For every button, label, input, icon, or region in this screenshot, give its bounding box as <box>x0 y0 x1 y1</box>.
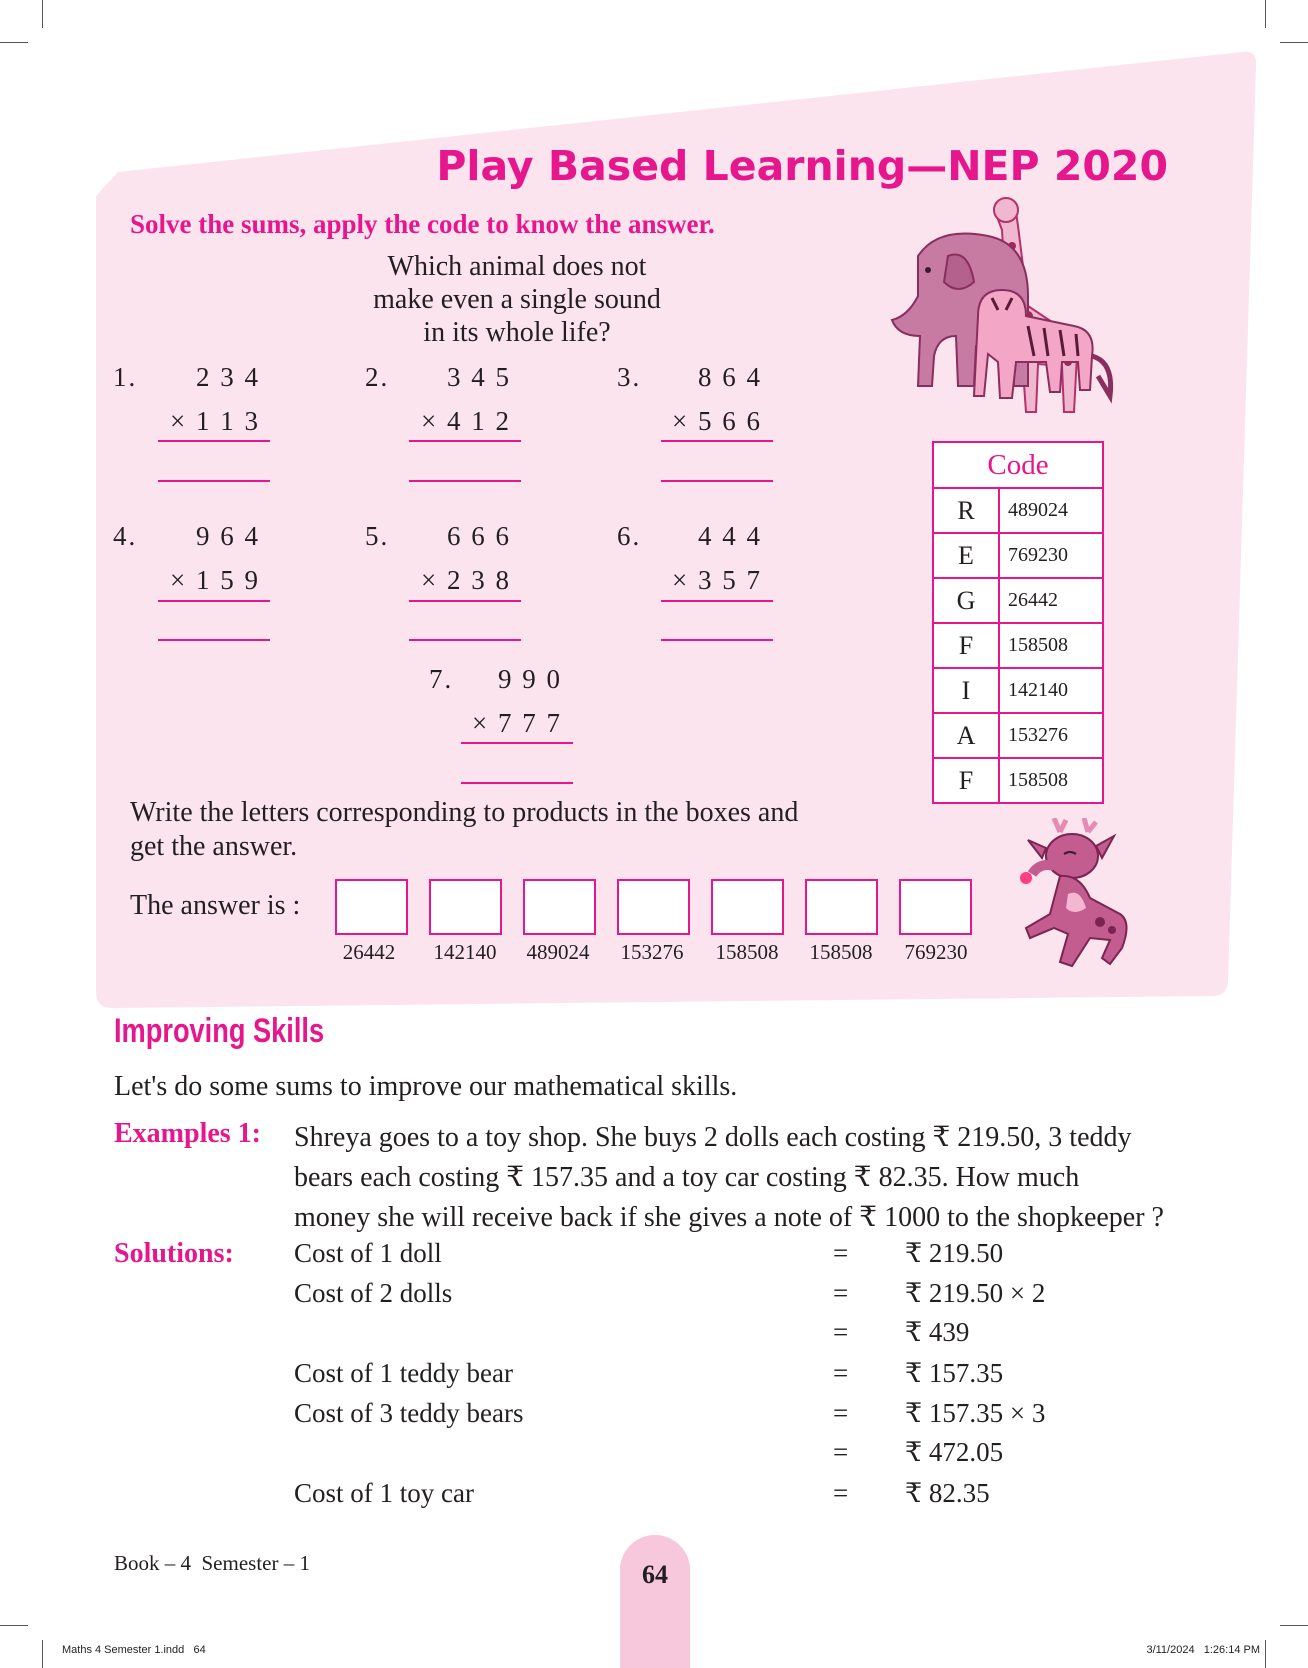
answer-line[interactable] <box>461 782 573 784</box>
answer-line[interactable] <box>409 480 521 482</box>
code-row: G 26442 <box>933 578 1103 623</box>
activity-instruction: Solve the sums, apply the code to know the answer. <box>130 209 715 239</box>
activity-title: Play Based Learning—NEP 2020 <box>436 142 1168 190</box>
section-heading: Improving Skills <box>114 1012 325 1050</box>
deer-illustration <box>1010 818 1140 980</box>
animals-illustration <box>878 186 1128 420</box>
answer-box[interactable] <box>711 879 784 935</box>
answer-box[interactable] <box>429 879 502 935</box>
answer-line[interactable] <box>661 480 773 482</box>
answer-box[interactable] <box>899 879 972 935</box>
answer-number: 142140 <box>433 940 497 964</box>
crop-mark <box>1280 1625 1308 1626</box>
answer-box[interactable] <box>523 879 596 935</box>
section-intro: Let's do some sums to improve our mathematical skills. <box>114 1071 738 1102</box>
answer-number: 153276 <box>620 940 684 964</box>
answer-line[interactable] <box>409 639 521 641</box>
answer-number: 26442 <box>342 940 396 964</box>
crop-mark <box>42 1640 43 1668</box>
code-heading: Code <box>933 442 1103 488</box>
answer-number: 158508 <box>715 940 779 964</box>
answer-box[interactable] <box>335 879 408 935</box>
example-text: Shreya goes to a toy shop. She buys 2 dolls each costing ₹ 219.50, 3 teddy bears each costing ₹ 157.35 and a toy car costing ₹ 82.35. How much money she will receive back if she gives a note of ₹ 1000 to the shopkeeper ? <box>294 1122 1164 1233</box>
code-row: I 142140 <box>933 668 1103 713</box>
answer-line[interactable] <box>158 639 270 641</box>
crop-mark <box>1265 1640 1266 1668</box>
page-number: 64 <box>642 1560 668 1589</box>
slug-file: Maths 4 Semester 1.indd 64 <box>62 1644 206 1656</box>
answer-line[interactable] <box>661 639 773 641</box>
answer-label: The answer is : <box>130 890 301 921</box>
example-label: Examples 1: <box>114 1118 261 1149</box>
solution-label: Solutions: <box>114 1238 234 1269</box>
code-row: F 158508 <box>933 623 1103 668</box>
page-number-tab <box>620 1535 690 1668</box>
code-table <box>932 441 1104 804</box>
slug-timestamp: 3/11/2024 1:26:14 PM <box>1146 1644 1260 1656</box>
crop-mark <box>0 1625 28 1626</box>
tiger-icon <box>974 290 1111 398</box>
riddle-question: Which animal does not make even a single sound in its whole life? <box>373 251 661 348</box>
answer-line[interactable] <box>158 480 270 482</box>
answer-number: 158508 <box>809 940 873 964</box>
code-row: F 158508 <box>933 758 1103 803</box>
code-row: R 489024 <box>933 488 1103 533</box>
answer-box[interactable] <box>617 879 690 935</box>
code-row: A 153276 <box>933 713 1103 758</box>
answer-number: 489024 <box>526 940 590 964</box>
deer-icon <box>1020 818 1127 966</box>
answer-box[interactable] <box>805 879 878 935</box>
footer-book: Book – 4 Semester – 1 <box>114 1551 310 1575</box>
write-instruction: Write the letters corresponding to products in the boxes and get the answer. <box>130 797 799 862</box>
code-row: E 769230 <box>933 533 1103 578</box>
answer-number: 769230 <box>904 940 968 964</box>
